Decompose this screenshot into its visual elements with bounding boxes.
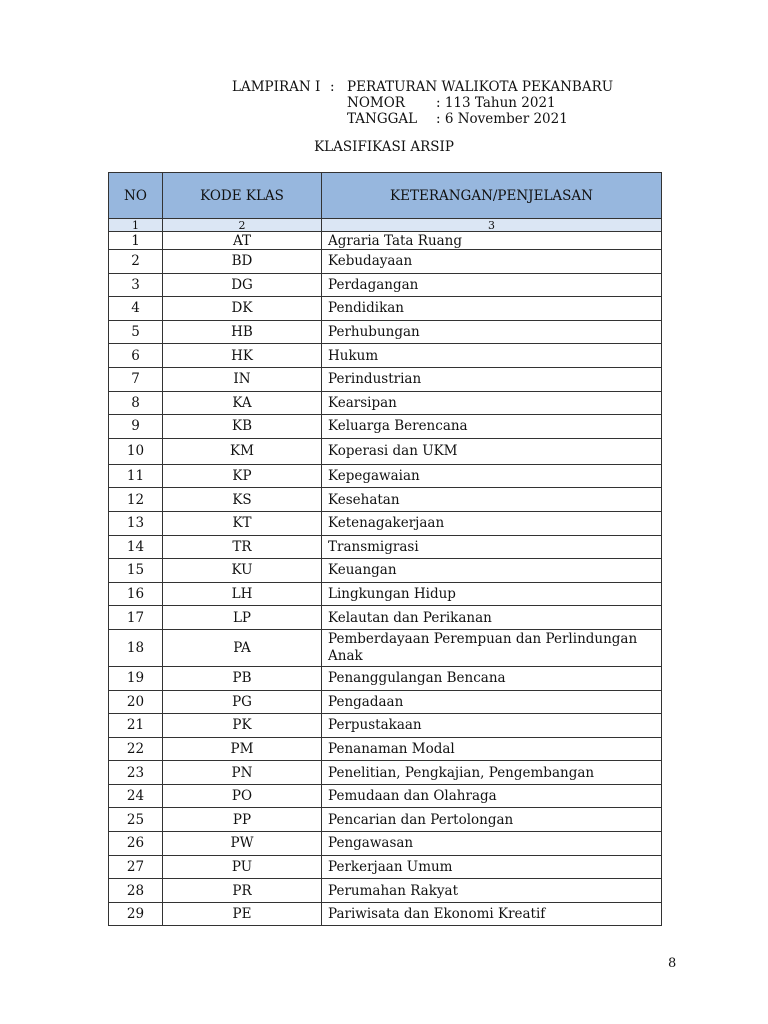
table-row [109, 464, 662, 488]
row-keterangan: Penanggulangan Bencana [322, 666, 662, 690]
row-keterangan: Kearsipan [322, 391, 662, 415]
table-row [109, 438, 662, 464]
row-keterangan: Kebudayaan [322, 250, 662, 274]
table-row [109, 737, 662, 761]
row-keterangan: Pendidikan [322, 297, 662, 321]
row-kode-klas: PO [163, 784, 322, 808]
table-row [109, 690, 662, 714]
row-keterangan: Pencarian dan Pertolongan [322, 808, 662, 832]
table-row [109, 297, 662, 321]
table-row [109, 629, 662, 666]
table-row [109, 391, 662, 415]
row-number: 9 [109, 415, 163, 439]
row-keterangan: Pengawasan [322, 832, 662, 856]
header-kode-klas: KODE KLAS [163, 173, 322, 219]
table-row [109, 535, 662, 559]
row-kode-klas: PB [163, 666, 322, 690]
tanggal-value: : 6 November 2021 [436, 111, 568, 127]
row-keterangan: Ketenagakerjaan [322, 511, 662, 535]
row-keterangan: Keuangan [322, 559, 662, 583]
row-kode-klas: DG [163, 273, 322, 297]
row-number: 4 [109, 297, 163, 321]
row-number: 17 [109, 606, 163, 630]
row-kode-klas: KS [163, 488, 322, 512]
row-kode-klas: PM [163, 737, 322, 761]
table-row [109, 367, 662, 391]
document-title: KLASIFIKASI ARSIP [314, 139, 454, 155]
row-number: 10 [109, 438, 163, 464]
table-row [109, 415, 662, 439]
header-keterangan: KETERANGAN/PENJELASAN [322, 173, 662, 219]
table-row [109, 832, 662, 856]
table-row [109, 714, 662, 738]
column-number-row [109, 219, 662, 232]
row-keterangan: Kepegawaian [322, 464, 662, 488]
row-keterangan: Kelautan dan Perikanan [322, 606, 662, 630]
table-row [109, 273, 662, 297]
table-row [109, 582, 662, 606]
row-keterangan: Perdagangan [322, 273, 662, 297]
row-kode-klas: PW [163, 832, 322, 856]
row-kode-klas: TR [163, 535, 322, 559]
row-number: 13 [109, 511, 163, 535]
row-keterangan: Koperasi dan UKM [322, 438, 662, 464]
classification-table [108, 172, 662, 926]
table-header-row [109, 173, 662, 219]
lampiran-label: LAMPIRAN I [232, 79, 321, 95]
row-kode-klas: IN [163, 367, 322, 391]
row-kode-klas: PU [163, 855, 322, 879]
row-number: 5 [109, 320, 163, 344]
row-kode-klas: AT [163, 232, 322, 250]
row-keterangan: Pemudaan dan Olahraga [322, 784, 662, 808]
row-number: 2 [109, 250, 163, 274]
row-number: 6 [109, 344, 163, 368]
row-number: 27 [109, 855, 163, 879]
row-kode-klas: HK [163, 344, 322, 368]
row-number: 20 [109, 690, 163, 714]
row-kode-klas: KT [163, 511, 322, 535]
row-keterangan: Perkerjaan Umum [322, 855, 662, 879]
row-kode-klas: KA [163, 391, 322, 415]
nomor-value: : 113 Tahun 2021 [436, 95, 556, 111]
row-number: 21 [109, 714, 163, 738]
row-kode-klas: KM [163, 438, 322, 464]
row-kode-klas: PG [163, 690, 322, 714]
row-kode-klas: PP [163, 808, 322, 832]
row-number: 12 [109, 488, 163, 512]
row-keterangan: Perindustrian [322, 367, 662, 391]
row-kode-klas: PA [163, 629, 322, 666]
row-number: 22 [109, 737, 163, 761]
page-number: 8 [668, 956, 677, 971]
row-keterangan: Pariwisata dan Ekonomi Kreatif [322, 902, 662, 926]
row-number: 26 [109, 832, 163, 856]
row-number: 23 [109, 761, 163, 785]
table-row [109, 344, 662, 368]
row-keterangan: Transmigrasi [322, 535, 662, 559]
row-kode-klas: KB [163, 415, 322, 439]
row-number: 8 [109, 391, 163, 415]
table-row [109, 761, 662, 785]
row-kode-klas: BD [163, 250, 322, 274]
row-keterangan: Pemberdayaan Perempuan dan Perlindungan Anak [322, 629, 662, 666]
table-row [109, 232, 662, 250]
nomor-label: NOMOR [347, 95, 405, 111]
lampiran-separator: : [330, 79, 335, 95]
row-number: 28 [109, 879, 163, 903]
table-row [109, 879, 662, 903]
regulation-title: PERATURAN WALIKOTA PEKANBARU [347, 79, 614, 95]
table-row [109, 511, 662, 535]
table-row [109, 606, 662, 630]
row-number: 15 [109, 559, 163, 583]
row-kode-klas: PE [163, 902, 322, 926]
table-row [109, 902, 662, 926]
table-row [109, 666, 662, 690]
row-number: 3 [109, 273, 163, 297]
table-row [109, 559, 662, 583]
column-number: 1 [109, 219, 163, 232]
row-keterangan: Penanaman Modal [322, 737, 662, 761]
row-kode-klas: PK [163, 714, 322, 738]
row-keterangan: Hukum [322, 344, 662, 368]
row-number: 11 [109, 464, 163, 488]
row-keterangan: Penelitian, Pengkajian, Pengembangan [322, 761, 662, 785]
row-kode-klas: PN [163, 761, 322, 785]
row-keterangan: Agraria Tata Ruang [322, 232, 662, 250]
row-keterangan: Keluarga Berencana [322, 415, 662, 439]
row-kode-klas: HB [163, 320, 322, 344]
table-row [109, 784, 662, 808]
table-row [109, 320, 662, 344]
row-number: 19 [109, 666, 163, 690]
column-number: 3 [322, 219, 662, 232]
table-row [109, 250, 662, 274]
tanggal-label: TANGGAL [347, 111, 418, 127]
row-number: 24 [109, 784, 163, 808]
row-number: 18 [109, 629, 163, 666]
table-row [109, 855, 662, 879]
row-number: 16 [109, 582, 163, 606]
row-keterangan: Kesehatan [322, 488, 662, 512]
table-row [109, 808, 662, 832]
row-number: 25 [109, 808, 163, 832]
row-keterangan: Lingkungan Hidup [322, 582, 662, 606]
row-number: 1 [109, 232, 163, 250]
column-number: 2 [163, 219, 322, 232]
row-kode-klas: LH [163, 582, 322, 606]
table-row [109, 488, 662, 512]
row-number: 14 [109, 535, 163, 559]
row-kode-klas: PR [163, 879, 322, 903]
row-kode-klas: KU [163, 559, 322, 583]
row-number: 29 [109, 902, 163, 926]
row-kode-klas: LP [163, 606, 322, 630]
row-number: 7 [109, 367, 163, 391]
row-keterangan: Perumahan Rakyat [322, 879, 662, 903]
header-no: NO [109, 173, 163, 219]
row-keterangan: Perhubungan [322, 320, 662, 344]
row-keterangan: Pengadaan [322, 690, 662, 714]
row-kode-klas: DK [163, 297, 322, 321]
row-kode-klas: KP [163, 464, 322, 488]
row-keterangan: Perpustakaan [322, 714, 662, 738]
